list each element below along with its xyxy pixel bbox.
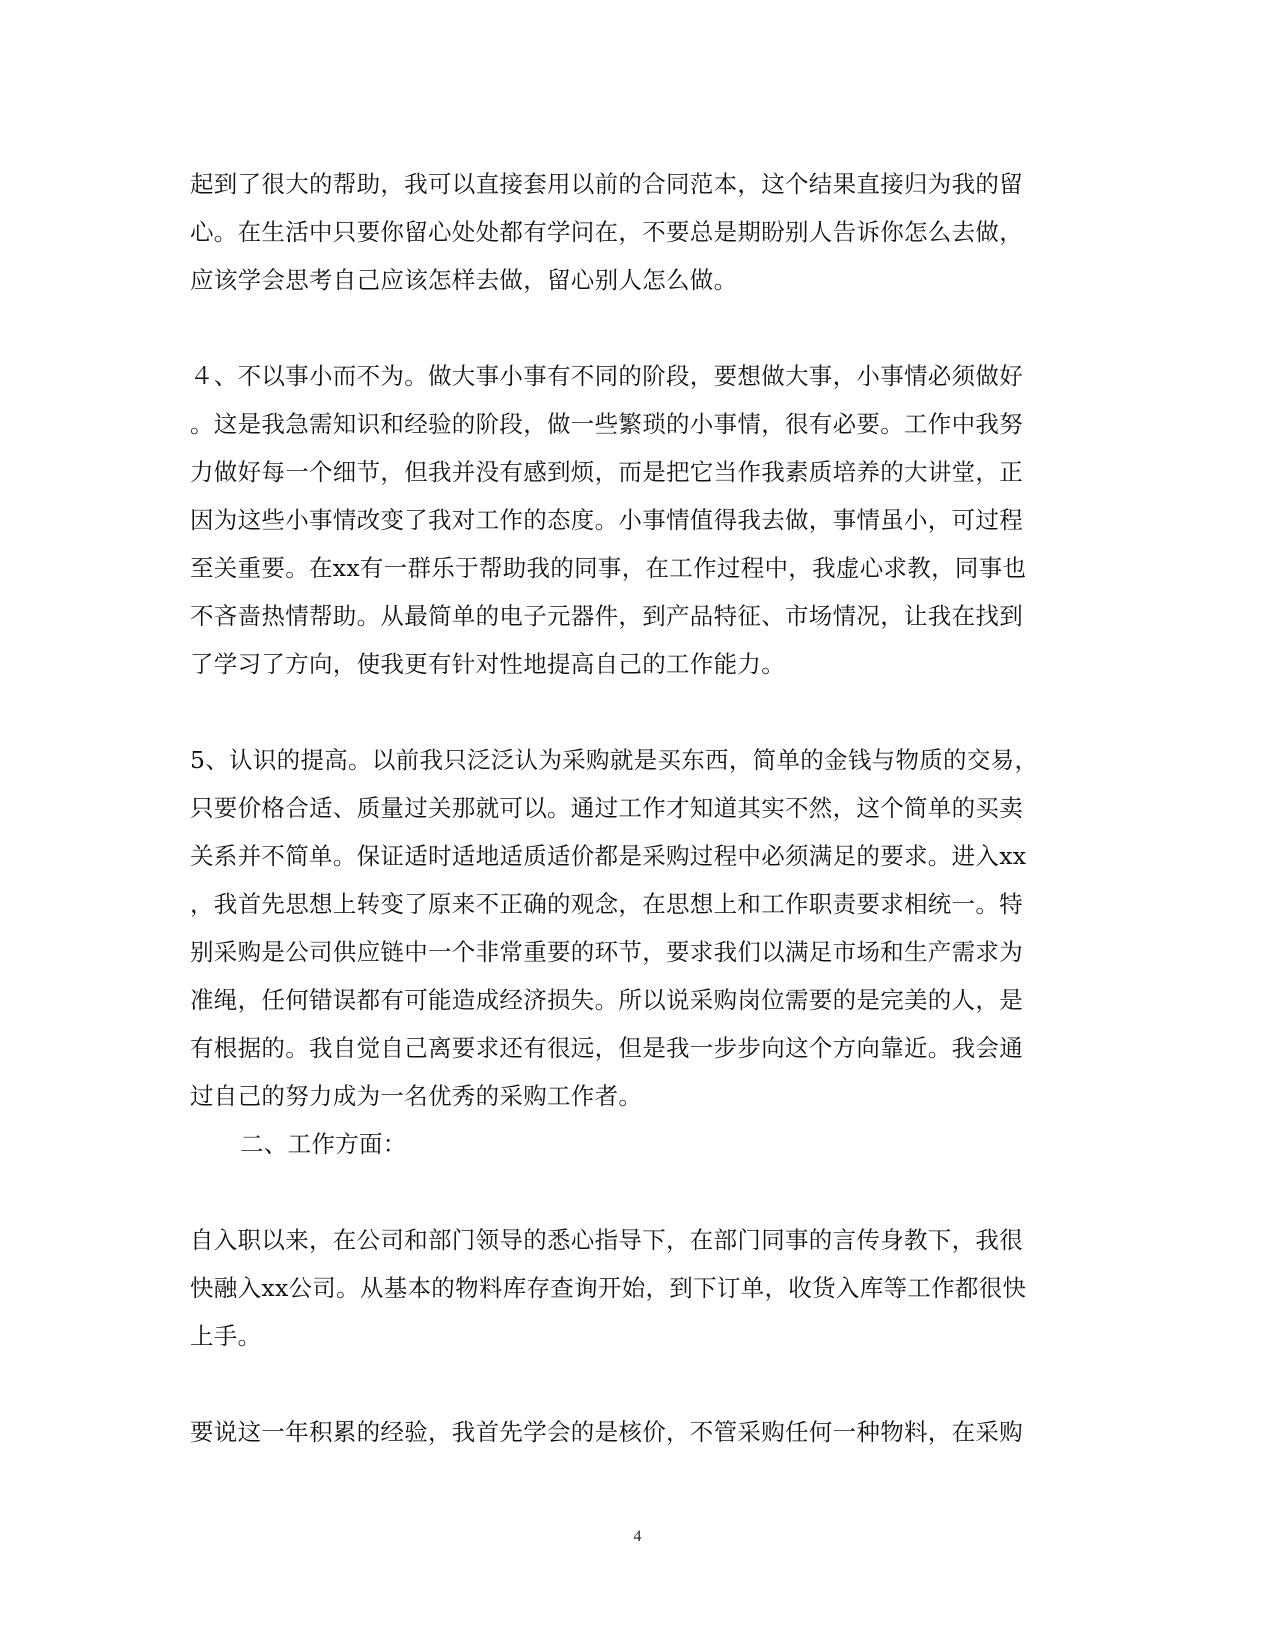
text-line: 别采购是公司供应链中一个非常重要的环节，要求我们以满足市场和生产需求为 — [190, 938, 1023, 966]
paragraph — [190, 352, 1070, 688]
text-line: 了学习了方向，使我更有针对性地提高自己的工作能力。 — [190, 650, 785, 678]
text-line: 。这是我急需知识和经验的阶段，做一些繁琐的小事情，很有必要。工作中我努 — [190, 410, 1023, 438]
paragraph-gap — [190, 1168, 1070, 1216]
text-line: 准绳，任何错误都有可能造成经济损失。所以说采购岗位需要的是完美的人，是 — [190, 986, 1023, 1014]
paragraph-gap — [190, 688, 1070, 736]
text-line: 上手。 — [190, 1322, 262, 1350]
document-body — [190, 160, 1070, 1456]
text-line: 过自己的努力成为一名优秀的采购工作者。 — [190, 1082, 643, 1110]
text-line: 5、认识的提高。以前我只泛泛认为采购就是买东西，简单的金钱与物质的交易， — [190, 746, 1039, 774]
text-line: 关系并不简单。保证适时适地适质适价都是采购过程中必须满足的要求。进入xx — [190, 842, 1027, 870]
text-line: ４、不以事小而不为。做大事小事有不同的阶段，要想做大事，小事情必须做好 — [190, 362, 1023, 390]
paragraph — [190, 160, 1070, 304]
text-line: 应该学会思考自己应该怎样去做，留心别人怎么做。 — [190, 266, 738, 294]
text-line: 不吝啬热情帮助。从最简单的电子元器件，到产品特征、市场情况，让我在找到 — [190, 602, 1023, 630]
text-line: 有根据的。我自觉自己离要求还有很远，但是我一步步向这个方向靠近。我会通 — [190, 1034, 1023, 1062]
text-line: 力做好每一个细节，但我并没有感到烦，而是把它当作我素质培养的大讲堂，正 — [190, 458, 1023, 486]
text-line: ，我首先思想上转变了原来不正确的观念，在思想上和工作职责要求相统一。特 — [190, 890, 1023, 918]
text-line: 自入职以来，在公司和部门领导的悉心指导下，在部门同事的言传身教下，我很 — [190, 1226, 1023, 1254]
text-line: 因为这些小事情改变了我对工作的态度。小事情值得我去做，事情虽小，可过程 — [190, 506, 1023, 534]
text-line: 只要价格合适、质量过关那就可以。通过工作才知道其实不然，这个简单的买卖 — [190, 794, 1023, 822]
text-line: 至关重要。在xx有一群乐于帮助我的同事，在工作过程中，我虚心求教，同事也 — [190, 554, 1027, 582]
paragraph-gap — [190, 304, 1070, 352]
section-heading: 二、工作方面： — [240, 1130, 407, 1158]
paragraph — [190, 1408, 1070, 1456]
text-line: 起到了很大的帮助，我可以直接套用以前的合同范本，这个结果直接归为我的留 — [190, 170, 1023, 198]
paragraph — [190, 736, 1070, 1120]
page-number: 4 — [633, 1528, 642, 1545]
text-line: 心。在生活中只要你留心处处都有学问在，不要总是期盼别人告诉你怎么去做， — [190, 218, 1023, 246]
paragraph — [190, 1216, 1070, 1360]
text-line: 要说这一年积累的经验，我首先学会的是核价，不管采购任何一种物料，在采购 — [190, 1418, 1023, 1446]
text-line: 快融入xx公司。从基本的物料库存查询开始，到下订单，收货入库等工作都很快 — [190, 1274, 1027, 1302]
paragraph-gap — [190, 1360, 1070, 1408]
